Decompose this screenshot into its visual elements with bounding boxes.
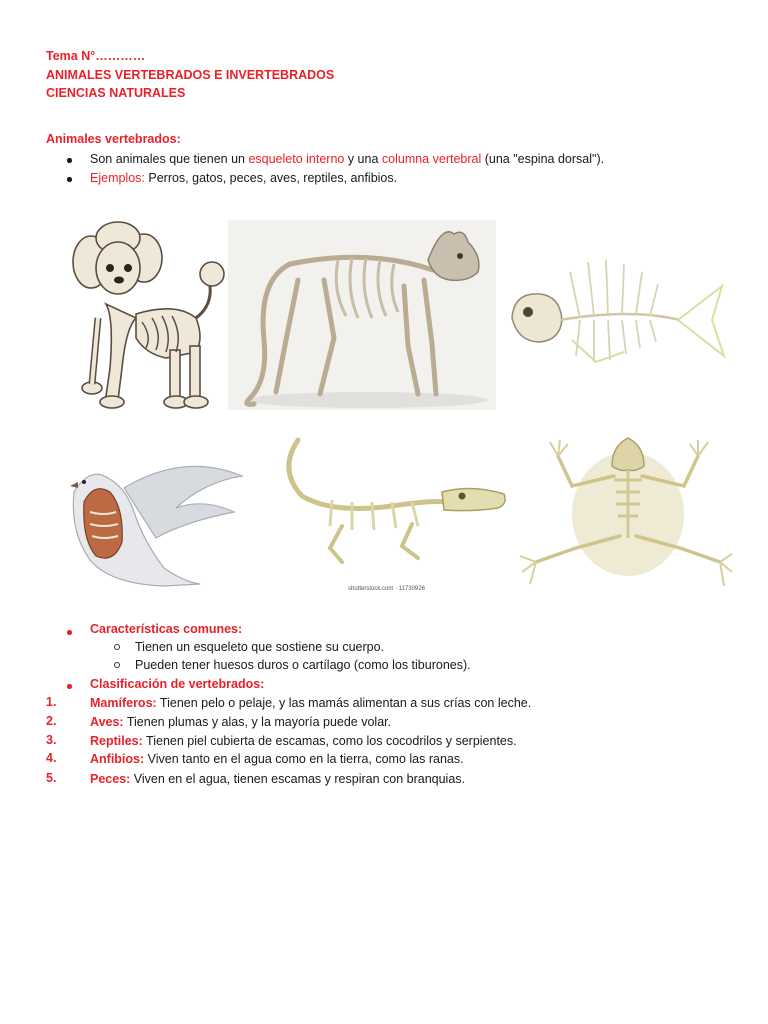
classification-item-mammals: Mamíferos: Tienen pelo o pelaje, y las mamás alimentan a sus crías con leche. [90,696,532,710]
sub-bullet-circle [114,662,120,668]
definition-bullet: Son animales que tienen un esqueleto interno y una columna vertebral (una "espina dorsal"). [90,152,605,166]
classification-item-fish: Peces: Viven en el agua, tienen escamas y respiran con branquias. [90,772,466,786]
classification-title: Clasificación de vertebrados: [90,677,265,691]
frog-skeleton-image [516,432,734,592]
document-title: ANIMALES VERTEBRADOS E INVERTEBRADOS [46,67,335,82]
document-header [46,47,334,103]
classification-item-amphibians: Anfibios: Viven tanto en el agua como en la tierra, como las ranas. [90,752,464,766]
cat-skeleton-image [228,220,496,410]
list-number: 1. [46,695,57,709]
watermark: shutterstock.com · 11730926 [348,586,425,592]
characteristics-title: Características comunes: [90,622,243,636]
topic-number-line: Tema N°………… [46,49,146,63]
term-internal-skeleton: esqueleto interno [248,152,345,166]
section-title: Animales vertebrados: [46,132,181,146]
characteristic-item: Tienen un esqueleto que sostiene su cuerpo. [135,640,385,654]
classification-item-birds: Aves: Tienen plumas y alas, y la mayoría puede volar. [90,715,392,729]
list-number: 3. [46,733,57,747]
bullet-dot [67,177,72,182]
crocodile-skeleton-image [272,430,510,600]
list-number: 4. [46,751,57,765]
fish-skeleton-image [500,232,736,396]
classification-item-reptiles: Reptiles: Tienen piel cubierta de escamas, como los cocodrilos y serpientes. [90,734,517,748]
characteristic-item: Pueden tener huesos duros o cartílago (como los tiburones). [135,658,471,672]
term-spine: columna vertebral [381,152,482,166]
sub-bullet-circle [114,644,120,650]
list-number: 5. [46,771,57,785]
bullet-dot [67,684,72,689]
examples-bullet: Ejemplos: Perros, gatos, peces, aves, reptiles, anfibios. [90,171,398,185]
bird-skeleton-image [64,452,244,592]
bullet-dot [67,630,72,635]
bullet-dot [67,158,72,163]
dog-skeleton-image [66,218,226,414]
subject-name: CIENCIAS NATURALES [46,86,186,100]
examples-label: Ejemplos: [90,171,145,185]
list-number: 2. [46,714,57,728]
